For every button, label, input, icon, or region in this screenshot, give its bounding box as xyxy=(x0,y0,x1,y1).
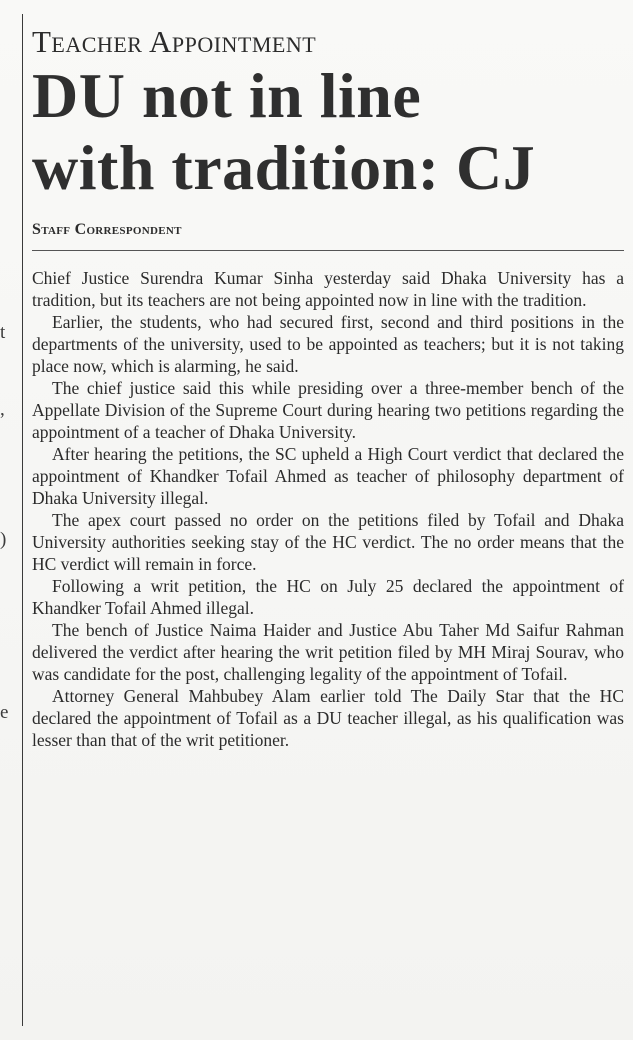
headline-line-2: with tradition: CJ xyxy=(32,132,536,203)
paragraph: The apex court passed no order on the petitions filed by Tofail and Dhaka University authorities seeking stay of the HC verdict. The no order means that the HC verdict will remain in force. xyxy=(32,510,624,574)
headline-line-1: DU not in line xyxy=(32,60,422,131)
paragraph: Attorney General Mahbubey Alam earlier told The Daily Star that the HC declared the appointment of Tofail as a DU teacher illegal, as his qualification was lesser than that of the writ petitioner. xyxy=(32,686,624,750)
article-body xyxy=(32,267,624,751)
paragraph: Earlier, the students, who had secured first, second and third positions in the departments of the university, used to be appointed as teachers; but it is not taking place now, which is alarming, he said. xyxy=(32,312,624,376)
byline: Staff Correspondent xyxy=(32,221,182,238)
section-kicker: Teacher Appointment xyxy=(32,24,317,59)
paragraph: Following a writ petition, the HC on July 25 declared the appointment of Khandker Tofail Ahmed illegal. xyxy=(32,576,624,618)
paragraph: The chief justice said this while presiding over a three-member bench of the Appellate Division of the Supreme Court during hearing two petitions regarding the appointment of a teacher of Dhaka University. xyxy=(32,378,624,442)
fragment-text: e xyxy=(0,702,9,723)
headline xyxy=(32,60,624,204)
news-article xyxy=(32,16,624,751)
column-divider xyxy=(22,14,23,1026)
fragment-text: , xyxy=(0,399,5,420)
fragment-text: t xyxy=(0,322,6,343)
paragraph: The bench of Justice Naima Haider and Justice Abu Taher Md Saifur Rahman delivered the verdict after hearing the writ petition filed by MH Miraj Sourav, who was candidate for the post, challenging legality of the appointment of Tofail. xyxy=(32,620,624,684)
paragraph: After hearing the petitions, the SC upheld a High Court verdict that declared the appointment of Khandker Tofail Ahmed as teacher of philosophy department of Dhaka University illegal. xyxy=(32,444,624,508)
byline-divider xyxy=(32,250,624,251)
fragment-text: ) xyxy=(0,529,7,550)
adjacent-column-fragments xyxy=(0,0,18,1040)
paragraph: Chief Justice Surendra Kumar Sinha yesterday said Dhaka University has a tradition, but its teachers are not being appointed now in line with the tradition. xyxy=(32,268,624,310)
